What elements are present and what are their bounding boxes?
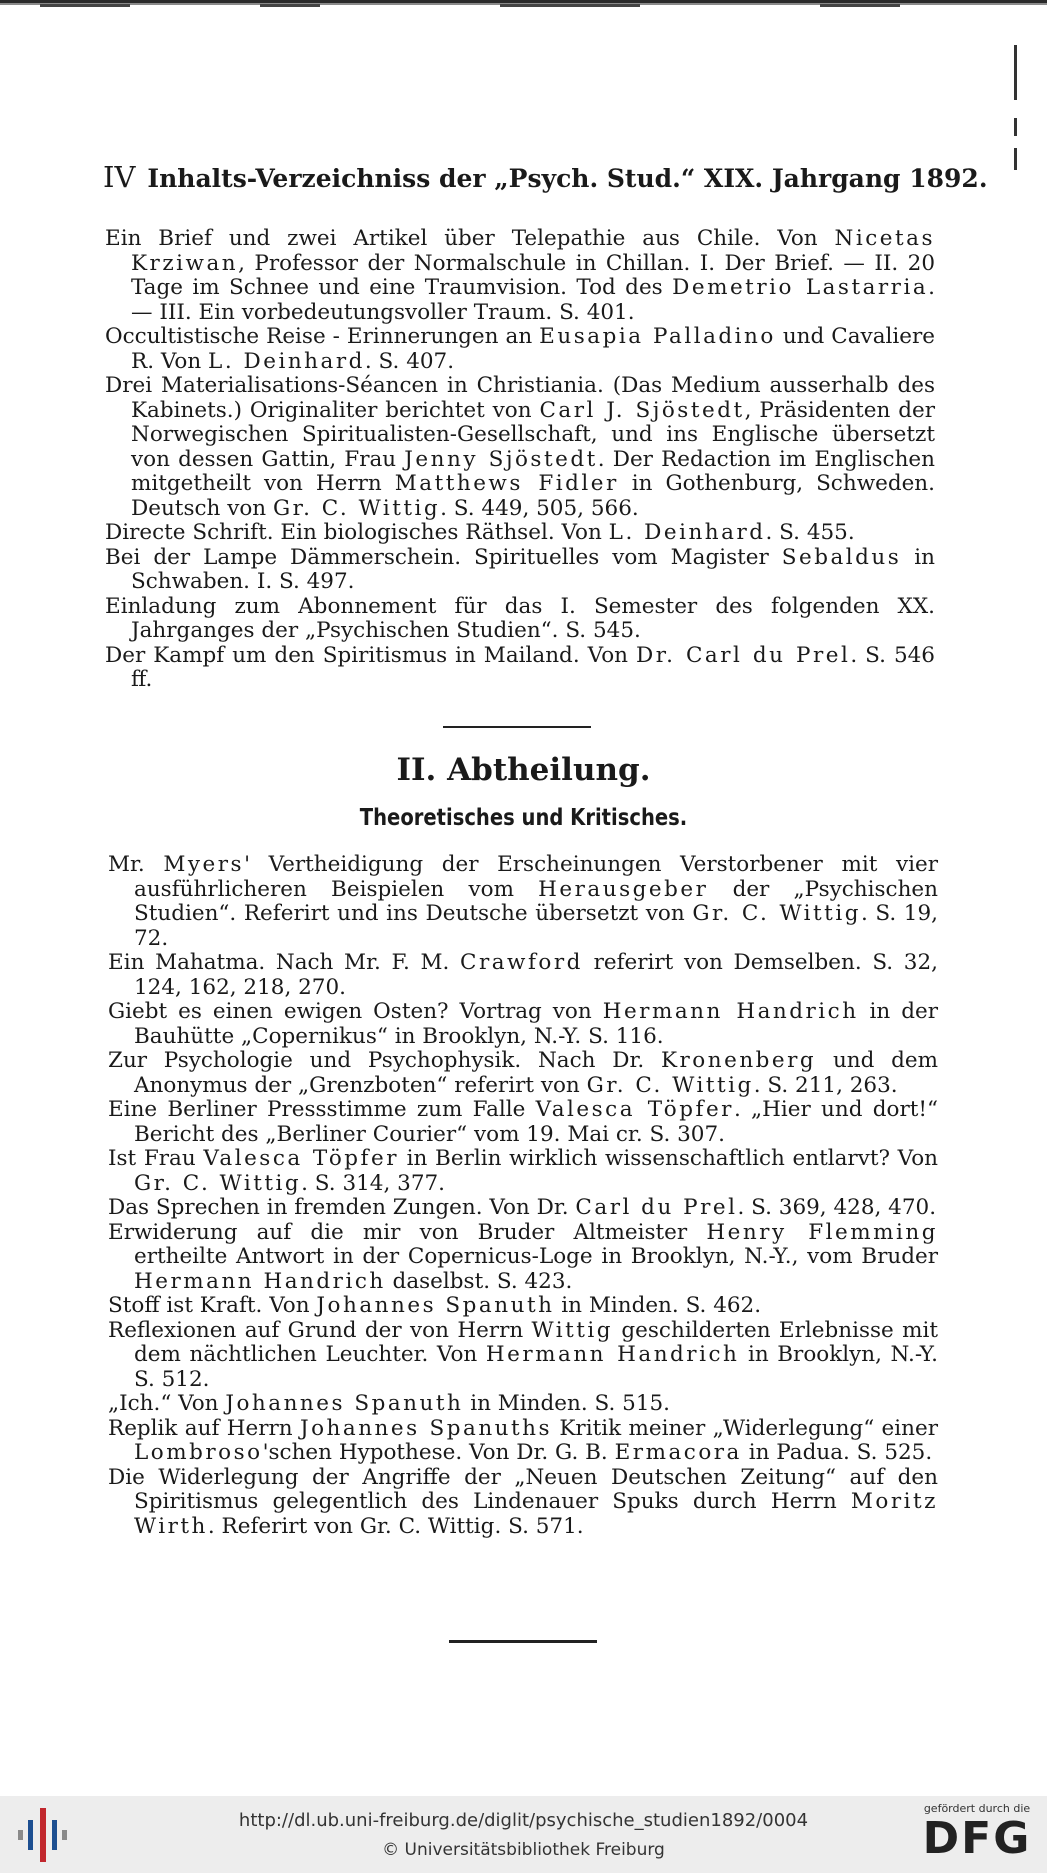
toc-entry <box>108 1417 938 1466</box>
author-name: Hermann Handrich <box>134 1268 386 1294</box>
entry-text: daselbst. S. 423. <box>385 1268 573 1294</box>
toc-entry <box>105 521 935 546</box>
entry-text: ertheilte Antwort in der Copernicus-Loge in Brooklyn, N.-Y., vom Bruder <box>134 1244 938 1269</box>
entry-text: Drei Materialisations-Séancen in Christiania. (Das Medium ausserhalb des Kabinets.) Originaliter berichtet von <box>105 373 935 423</box>
author-name: L. Deinhard <box>608 520 766 545</box>
author-name: Matthews Fidler <box>394 471 619 496</box>
entry-text: in Gothenburg, Schweden. Deutsch von <box>131 471 935 521</box>
author-name: Jenny Sjöstedt <box>404 446 598 472</box>
entry-text: . S. 314, 377. <box>301 1170 446 1196</box>
scan-speck <box>500 4 640 7</box>
entry-text: in Minden. S. 462. <box>554 1293 762 1318</box>
scan-edge-mark <box>1014 148 1017 170</box>
entry-text: Kritik meiner „Widerlegung“ einer <box>552 1415 938 1441</box>
footer-copyright: © Universitätsbibliothek Freiburg <box>382 1840 665 1860</box>
author-name: L. Deinhard <box>208 348 365 374</box>
entry-text: Giebt es einen ewigen Osten? Vortrag von <box>108 999 603 1024</box>
entry-text: und dem Anonymus der „Grenzboten“ referirt von <box>134 1048 939 1098</box>
entry-text: . S. 546 ff. <box>131 642 935 692</box>
author-name: Johannes Spanuth <box>225 1391 464 1416</box>
author-name: Henry Flemming <box>706 1219 939 1245</box>
toc-entry <box>108 1221 938 1295</box>
end-divider <box>449 1640 597 1643</box>
entry-text: Reflexionen auf Grund der von Herrn <box>108 1317 532 1343</box>
section-heading: II. Abtheilung. <box>396 752 651 788</box>
toc-entry <box>105 374 935 521</box>
scan-top-edge <box>0 0 1047 22</box>
author-name: Nicetas Krziwan <box>131 226 935 276</box>
dfg-logo: DFG <box>922 1813 1032 1864</box>
entry-text: Ist Frau <box>108 1146 204 1171</box>
section-2-entries <box>108 853 938 1539</box>
entry-text: Ein Mahatma. Nach Mr. F. M. <box>108 950 461 975</box>
toc-entry <box>108 1294 938 1319</box>
toc-entry <box>108 951 938 1000</box>
entry-text: Occultistische Reise - Erinnerungen an <box>105 324 540 349</box>
author-name: Ermacora <box>614 1440 742 1465</box>
toc-entry <box>108 1319 938 1393</box>
entry-text: ' Vertheidigung der Erscheinungen Verstorbener mit vier ausführlicheren Beispielen vom <box>134 852 938 902</box>
entry-text: . S. 19, 72. <box>134 901 938 951</box>
entry-text: Stoff ist Kraft. Von <box>108 1293 317 1318</box>
toc-entry <box>105 644 935 693</box>
author-name: Carl J. Sjöstedt <box>539 397 745 423</box>
author-name: Herausgeber <box>538 876 709 902</box>
entry-text: Erwiderung auf die mir von Bruder Altmeister <box>108 1219 707 1245</box>
entry-text: in Schwaben. I. S. 497. <box>131 544 935 594</box>
entry-text: , Professor der Normalschule in Chillan. I. Der Brief. — II. 20 Tage im Schnee und eine Traumvision. Tod des <box>131 250 935 300</box>
page-number: IV <box>103 160 136 194</box>
author-name: Hermann Handrich <box>485 1342 740 1367</box>
footer-url-link[interactable]: http://dl.ub.uni-freiburg.de/diglit/psychische_studien1892/0004 <box>238 1810 809 1831</box>
entry-text: „Ich.“ Von <box>108 1391 226 1416</box>
running-head-title: Inhalts-Verzeichniss der „Psych. Stud.“ XIX. Jahrgang 1892. <box>147 164 988 193</box>
entry-text: Zur Psychologie und Psychophysik. Nach Dr. <box>108 1048 661 1073</box>
entry-text: , Präsidenten der Norwegischen Spiritualisten-Gesellschaft, und ins Englische übersetzt von dessen Gattin, Frau <box>131 397 935 472</box>
entry-text: Ein Brief und zwei Artikel über Telepathie aus Chile. Von <box>105 226 835 251</box>
entry-text: in Berlin wirklich wissenschaftlich entlarvt? Von <box>399 1146 939 1171</box>
section-subheading: Theoretisches und Kritisches. <box>359 805 688 831</box>
author-name: Valesca Töpfer <box>203 1146 400 1171</box>
section-divider <box>443 726 591 728</box>
scan-speck <box>260 4 320 7</box>
entry-text: . S. 369, 428, 470. <box>737 1195 937 1220</box>
toc-entry <box>105 325 935 374</box>
author-name: Dr. Carl du Prel <box>635 642 851 668</box>
entry-text: Einladung zum Abonnement für das I. Semester des folgenden XX. Jahrganges der „Psychischen Studien“. S. 545. <box>105 593 935 643</box>
running-head <box>103 160 988 194</box>
entry-text: in Minden. S. 515. <box>463 1391 671 1416</box>
author-name: Moritz Wirth <box>134 1489 938 1539</box>
entry-text: der „Psychischen Studien“. Referirt und ins Deutsche übersetzt von <box>134 876 939 926</box>
scan-edge-mark <box>1014 45 1017 100</box>
author-name: Gr. C. Wittig <box>134 1170 302 1196</box>
author-name: Wittig <box>531 1317 614 1343</box>
entry-text: in der Bauhütte „Copernikus“ in Brooklyn, N.-Y. S. 116. <box>134 999 938 1049</box>
author-name: Sebaldus <box>781 544 902 570</box>
entry-text: Das Sprechen in fremden Zungen. Von Dr. <box>108 1195 576 1220</box>
entry-text: Die Widerlegung der Angriffe der „Neuen Deutschen Zeitung“ auf den Spiritismus gelegentlich des Lindenauer Spuks durch Herrn <box>108 1464 938 1514</box>
toc-entry <box>108 1000 938 1049</box>
footer-bar <box>0 1796 1047 1873</box>
author-name: Lombroso <box>134 1440 263 1465</box>
toc-entry <box>105 546 935 595</box>
scan-speck <box>40 4 130 7</box>
author-name: Myers <box>163 852 245 877</box>
author-name: Johannes Spanuth <box>316 1293 555 1318</box>
entry-text: Mr. <box>108 852 164 877</box>
section-1-entries <box>105 227 935 693</box>
toc-entry <box>108 853 938 951</box>
author-name: Carl du Prel <box>575 1195 738 1220</box>
author-name: Crawford <box>460 950 583 975</box>
entry-text: Replik auf Herrn <box>108 1415 300 1441</box>
entry-text: . Referirt von Gr. C. Wittig. S. 571. <box>207 1513 584 1539</box>
entry-text: in Padua. S. 525. <box>741 1440 933 1465</box>
entry-text: . Der Redaction im Englischen mitgetheilt von Herrn <box>131 446 935 496</box>
entry-text: Bei der Lampe Dämmerschein. Spirituelles vom Magister <box>105 544 782 570</box>
author-name: Valesca Töpfer <box>535 1097 734 1122</box>
entry-text: referirt von Demselben. S. 32, 124, 162, 218, 270. <box>134 950 938 1000</box>
author-name: Gr. C. Wittig <box>272 495 441 521</box>
entry-text: . S. 455. <box>765 520 855 545</box>
dfg-caption: gefördert durch die <box>923 1802 1031 1815</box>
scan-speck <box>820 4 900 7</box>
author-name: Hermann Handrich <box>602 999 859 1024</box>
toc-entry <box>108 1466 938 1540</box>
entry-text: geschilderten Erlebnisse mit dem nächtlichen Leuchter. Von <box>134 1317 938 1367</box>
toc-entry <box>108 1147 938 1196</box>
entry-text: Directe Schrift. Ein biologisches Räthsel. Von <box>105 520 609 545</box>
entry-text: . — III. Ein vorbedeutungsvoller Traum. S. 401. <box>131 275 935 325</box>
entry-text: Eine Berliner Pressstimme zum Falle <box>108 1097 536 1122</box>
author-name: Gr. C. Wittig <box>692 901 861 926</box>
toc-entry <box>105 595 935 644</box>
entry-text: in Brooklyn, N.-Y. S. 512. <box>134 1342 938 1392</box>
author-name: Eusapia Palladino <box>539 324 776 349</box>
author-name: Kronenberg <box>660 1048 817 1073</box>
entry-text: . S. 407. <box>364 348 455 374</box>
entry-text: . S. 211, 263. <box>753 1072 898 1098</box>
toc-entry <box>108 1098 938 1147</box>
toc-entry <box>108 1049 938 1098</box>
entry-text: 'schen Hypothese. Von Dr. G. B. <box>262 1440 615 1465</box>
toc-entry <box>105 227 935 325</box>
entry-text: Der Kampf um den Spiritismus in Mailand. Von <box>105 642 636 668</box>
author-name: Gr. C. Wittig <box>586 1072 754 1098</box>
author-name: Demetrio Lastarria <box>672 275 929 300</box>
entry-text: . „Hier und dort!“ Bericht des „Berliner Courier“ vom 19. Mai cr. S. 307. <box>134 1097 938 1147</box>
toc-entry <box>108 1392 938 1417</box>
entry-text: und Cavaliere R. Von <box>131 324 935 374</box>
author-name: Johannes Spanuths <box>299 1415 553 1441</box>
entry-text: . S. 449, 505, 566. <box>440 495 639 521</box>
scan-edge-mark <box>1014 118 1017 136</box>
dfg-badge <box>921 1802 1033 1863</box>
toc-entry <box>108 1196 938 1221</box>
